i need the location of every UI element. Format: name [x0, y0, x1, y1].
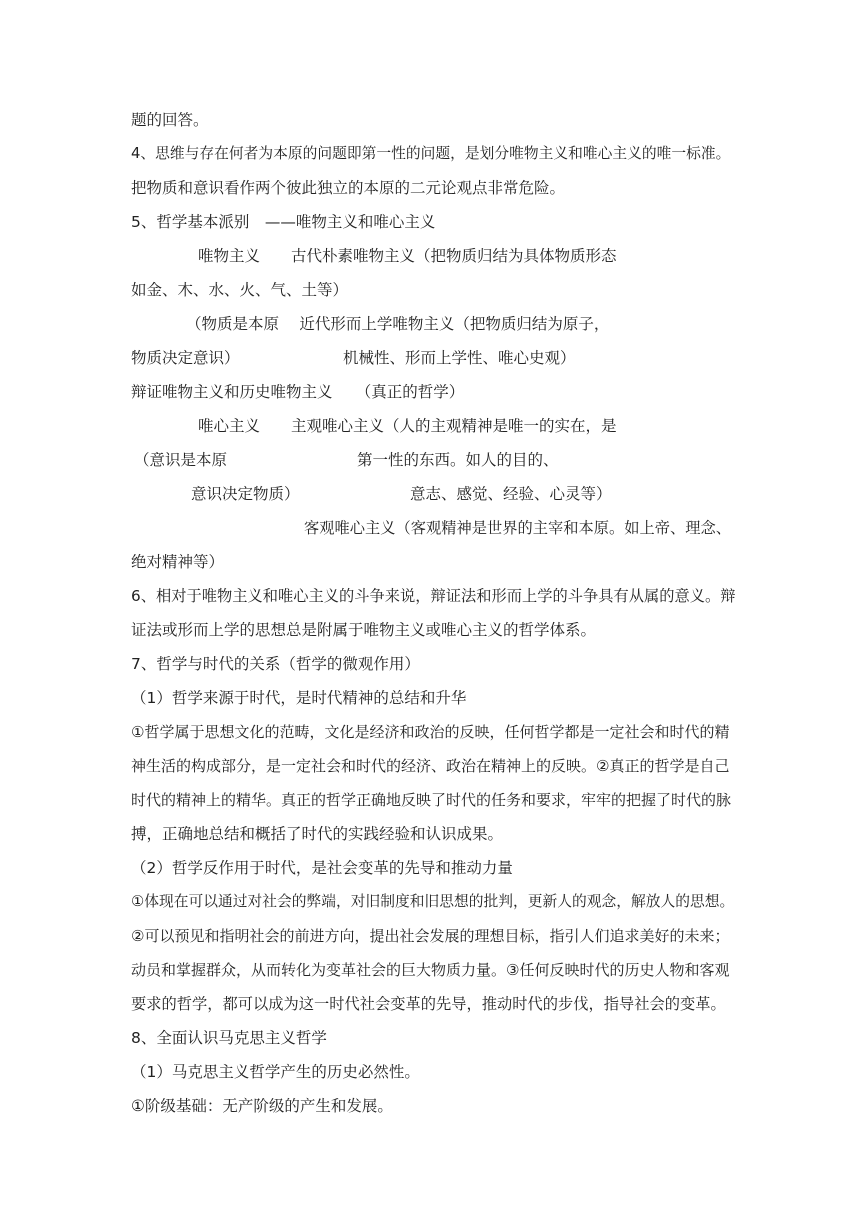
- text-line: 时代的精神上的精华。真正的哲学正确地反映了时代的任务和要求，牢牢的把握了时代的脉: [131, 791, 732, 809]
- text-line: （2）哲学反作用于时代，是社会变革的先导和推动力量: [131, 859, 513, 877]
- text-line: 辩证唯物主义和历史唯物主义 （真正的哲学）: [131, 383, 465, 401]
- text-line: 绝对精神等）: [131, 553, 225, 571]
- text-line: 6、相对于唯物主义和唯心主义的斗争来说，辩证法和形而上学的斗争具有从属的意义。辩: [131, 587, 736, 605]
- text-line: 物质决定意识）: [131, 349, 240, 367]
- text-line: 唯物主义 古代朴素唯物主义（把物质归结为具体物质形态: [198, 247, 617, 265]
- text-line: （1）哲学来源于时代，是时代精神的总结和升华: [131, 689, 467, 707]
- text-line: ①哲学属于思想文化的范畴，文化是经济和政治的反映，任何哲学都是一定社会和时代的精: [131, 723, 730, 741]
- section-heading: 5、哲学基本派别 ——唯物主义和唯心主义: [131, 213, 436, 231]
- text-line: ②可以预见和指明社会的前进方向，提出社会发展的理想目标，指引人们追求美好的未来；: [131, 927, 730, 945]
- text-line: 第一性的东西。如人的目的、: [357, 451, 559, 469]
- text-line: 唯心主义 主观唯心主义（人的主观精神是唯一的实在，是: [198, 417, 617, 435]
- text-line: 意志、感觉、经验、心灵等）: [410, 485, 612, 503]
- text-line: 如金、木、水、火、气、土等）: [131, 281, 349, 299]
- text-line: ①体现在可以通过对社会的弊端，对旧制度和旧思想的批判，更新人的观念，解放人的思想。: [131, 893, 735, 910]
- text-line: （物质是本原 近代形而上学唯物主义（把物质归结为原子，: [186, 315, 610, 333]
- text-line: 4、思维与存在何者为本原的问题即第一性的问题，是划分唯物主义和唯心主义的唯一标准。: [131, 145, 731, 162]
- text-line: 要求的哲学，都可以成为这一时代社会变革的先导，推动时代的步伐，指导社会的变革。: [131, 995, 726, 1013]
- text-line: 机械性、形而上学性、唯心史观）: [343, 349, 576, 367]
- text-line: 意识决定物质）: [191, 485, 300, 503]
- section-heading: 8、全面认识马克思主义哲学: [131, 1029, 327, 1047]
- text-line: ①阶级基础：无产阶级的产生和发展。: [131, 1097, 393, 1115]
- text-line: 客观唯心主义（客观精神是世界的主宰和本原。如上帝、理念、: [304, 519, 731, 537]
- text-line: 动员和掌握群众，从而转化为变革社会的巨大物质力量。③任何反映时代的历史人物和客观: [131, 961, 730, 979]
- text-line: （1）马克思主义哲学产生的历史必然性。: [131, 1063, 420, 1081]
- text-line: 神生活的构成部分，是一定社会和时代的经济、政治在精神上的反映。②真正的哲学是自己: [131, 757, 730, 775]
- text-line: 搏，正确地总结和概括了时代的实践经验和认识成果。: [131, 825, 504, 843]
- text-line: （意识是本原: [134, 451, 228, 469]
- section-heading: 7、哲学与时代的关系（哲学的微观作用）: [131, 655, 420, 673]
- text-line: 题的回答。: [131, 111, 209, 129]
- text-line: 证法或形而上学的思想总是附属于唯物主义或唯心主义的哲学体系。: [131, 621, 597, 639]
- text-line: 把物质和意识看作两个彼此独立的本原的二元论观点非常危险。: [131, 179, 566, 197]
